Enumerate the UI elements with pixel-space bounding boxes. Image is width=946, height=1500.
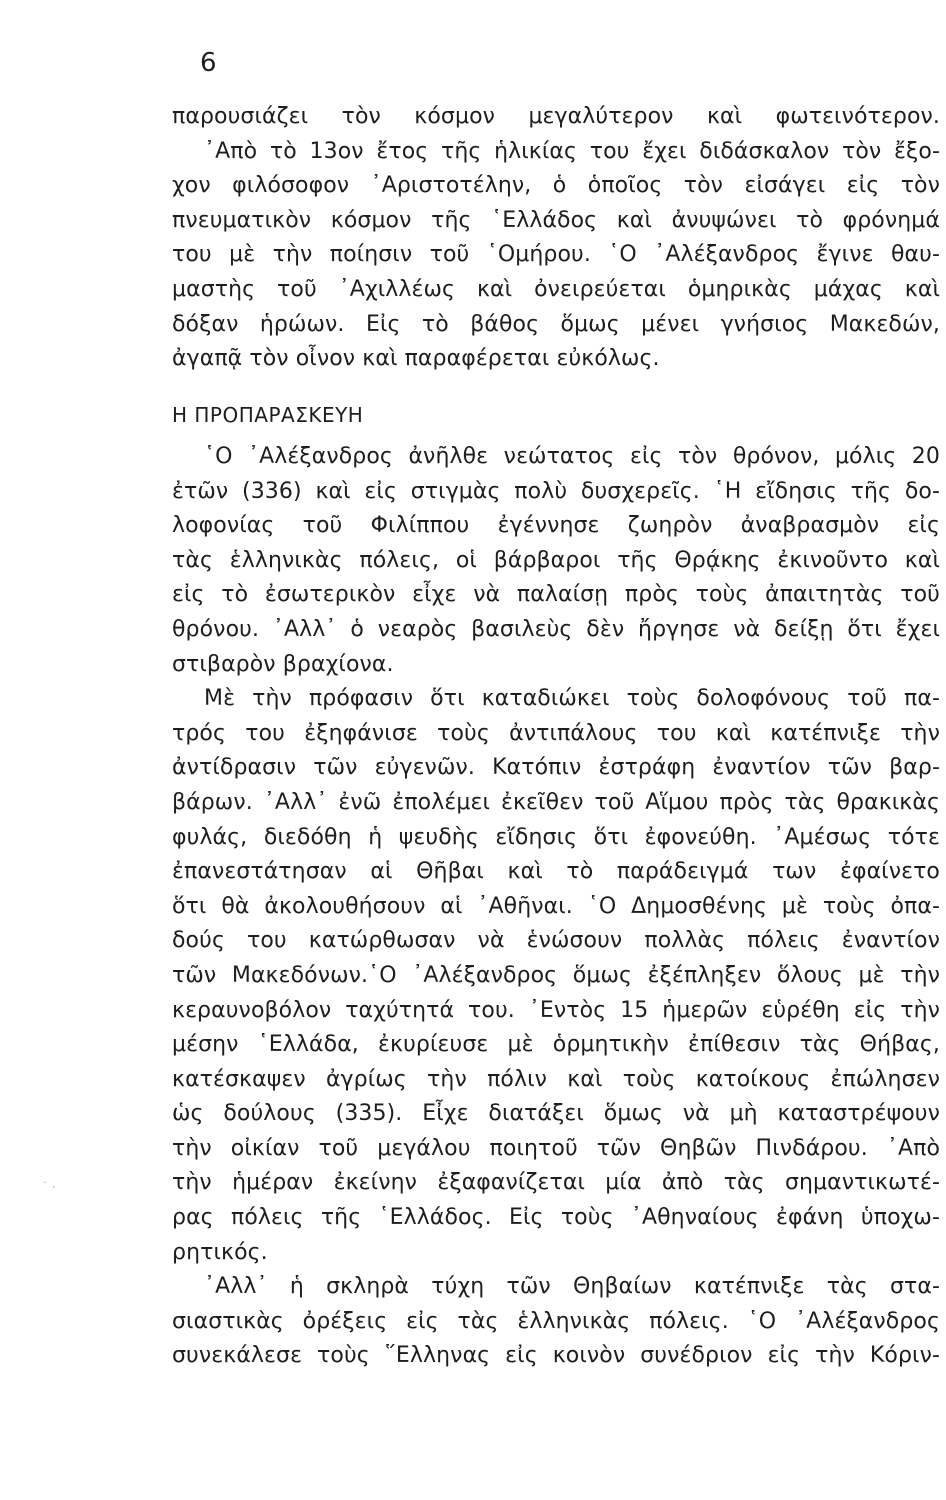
- page-number: 6: [200, 48, 217, 78]
- text-line: ἐπανεστάτησαν αἱ Θῆβαι καὶ τὸ παράδειγμά των ἐφαίνετο: [172, 859, 940, 885]
- text-line: τὰς ἑλληνικὰς πόλεις, οἱ βάρβαροι τῆς Θρᾴκης ἐκινοῦντο καὶ: [172, 547, 940, 573]
- text-line: βάρων. ᾿Αλλ᾿ ἐνῶ ἐπολέμει ἐκεῖθεν τοῦ Αἵμου πρὸς τὰς θρακικὰς: [172, 789, 940, 815]
- text-line: ρας πόλεις τῆς ῾Ελλάδος. Εἰς τοὺς ᾿Αθηναίους ἐφάνη ὑποχω-: [172, 1205, 940, 1231]
- text-line: ᾿Αλλ᾿ ἡ σκληρὰ τύχη τῶν Θηβαίων κατέπνιξε τὰς στα-: [204, 1274, 940, 1300]
- text-line: εἰς τὸ ἐσωτερικὸν εἶχε νὰ παλαίσῃ πρὸς τοὺς ἀπαιτητὰς τοῦ: [172, 582, 940, 608]
- text-line: δόξαν ἡρώων. Εἰς τὸ βάθος ὅμως μένει γνήσιος Μακεδών,: [172, 311, 940, 337]
- text-line: φυλάς, διεδόθη ἡ ψευδὴς εἴδησις ὅτι ἐφονεύθη. ᾿Αμέσως τότε: [172, 824, 940, 850]
- section-heading: Η ΠΡΟΠΑΡΑΣΚΕΥΗ: [172, 403, 364, 427]
- text-line: παρουσιάζει τὸν κόσμον μεγαλύτερον καὶ φωτεινότερον.: [172, 104, 940, 129]
- text-line: σιαστικὰς ὀρέξεις εἰς τὰς ἑλληνικὰς πόλεις. ῾Ο ᾿Αλέξανδρος: [172, 1308, 940, 1334]
- intro-paragraph: [172, 100, 940, 377]
- text-line: τὴν οἰκίαν τοῦ μεγάλου ποιητοῦ τῶν Θηβῶν Πινδάρου. ᾿Απὸ: [172, 1135, 940, 1161]
- text-line: δούς του κατώρθωσαν νὰ ἑνώσουν πολλὰς πόλεις ἐναντίον: [172, 928, 940, 954]
- text-line: ῾Ο ᾿Αλέξανδρος ἀνῆλθε νεώτατος εἰς τὸν θρόνον, μόλις 20: [204, 444, 940, 469]
- text-line: ἐτῶν (336) καὶ εἰς στιγμὰς πολὺ δυσχερεῖς. ῾Η εἴδησις τῆς δο-: [172, 478, 940, 504]
- text-line: ρητικός.: [172, 1239, 268, 1265]
- text-line: χον φιλόσοφον ᾿Αριστοτέλην, ὁ ὁποῖος τὸν εἰσάγει εἰς τὸν: [172, 173, 940, 199]
- text-line: ὡς δούλους (335). Εἶχε διατάξει ὅμως νὰ μὴ καταστρέψουν: [172, 1101, 940, 1127]
- text-line: τῶν Μακεδόνων.῾Ο ᾿Αλέξανδρος ὅμως ἐξέπληξεν ὅλους μὲ τὴν: [172, 962, 940, 988]
- text-line: τὴν ἡμέραν ἐκείνην ἐξαφανίζεται μία ἀπὸ τὰς σημαντικωτέ-: [172, 1170, 940, 1196]
- text-line: τρός του ἐξηφάνισε τοὺς ἀντιπάλους του καὶ κατέπνιξε τὴν: [172, 720, 940, 746]
- text-line: μέσην ῾Ελλάδα, ἐκυρίευσε μὲ ὁρμητικὴν ἐπίθεσιν τὰς Θήβας,: [172, 1032, 940, 1058]
- text-line: ὅτι θὰ ἀκολουθήσουν αἱ ᾿Αθῆναι. ῾Ο Δημοσθένης μὲ τοὺς ὀπα-: [172, 893, 940, 919]
- text-line: κατέσκαψεν ἀγρίως τὴν πόλιν καὶ τοὺς κατοίκους ἐπώλησεν: [172, 1066, 940, 1092]
- text-line: κεραυνοβόλον ταχύτητά του. ᾿Εντὸς 15 ἡμερῶν εὑρέθη εἰς τὴν: [172, 997, 940, 1023]
- text-line: θρόνου. ᾿Αλλ᾿ ὁ νεαρὸς βασιλεὺς δὲν ἤργησε νὰ δείξῃ ὅτι ἔχει: [172, 616, 940, 642]
- text-line: ἀγαπᾷ τὸν οἶνον καὶ παραφέρεται εὐκόλως.: [172, 346, 660, 372]
- text-line: Μὲ τὴν πρόφασιν ὅτι καταδιώκει τοὺς δολοφόνους τοῦ πα-: [204, 686, 940, 712]
- text-line: στιβαρὸν βραχίονα.: [172, 651, 394, 677]
- body-text: [172, 440, 940, 1374]
- text-line: συνεκάλεσε τοὺς ῞Ελληνας εἰς κοινὸν συνέδριον εἰς τὴν Κόριν-: [172, 1343, 940, 1369]
- text-line: λοφονίας τοῦ Φιλίππου ἐγέννησε ζωηρὸν ἀναβρασμὸν εἰς: [172, 513, 940, 539]
- text-line: του μὲ τὴν ποίησιν τοῦ ῾Ομήρου. ῾Ο ᾿Αλέξανδρος ἔγινε θαυ-: [172, 242, 940, 268]
- text-line: ἀντίδρασιν τῶν εὐγενῶν. Κατόπιν ἐστράφη ἐναντίον τῶν βαρ-: [172, 755, 940, 781]
- scan-speck: ˙ ·: [42, 1180, 56, 1194]
- text-line: πνευματικὸν κόσμον τῆς ῾Ελλάδος καὶ ἀνυψώνει τὸ φρόνημά: [172, 207, 940, 233]
- text-line: ᾿Απὸ τὸ 13ον ἔτος τῆς ἡλικίας του ἔχει διδάσκαλον τὸν ἔξο-: [204, 138, 940, 164]
- text-line: μαστὴς τοῦ ᾿Αχιλλέως καὶ ὀνειρεύεται ὁμηρικὰς μάχας καὶ: [172, 276, 940, 302]
